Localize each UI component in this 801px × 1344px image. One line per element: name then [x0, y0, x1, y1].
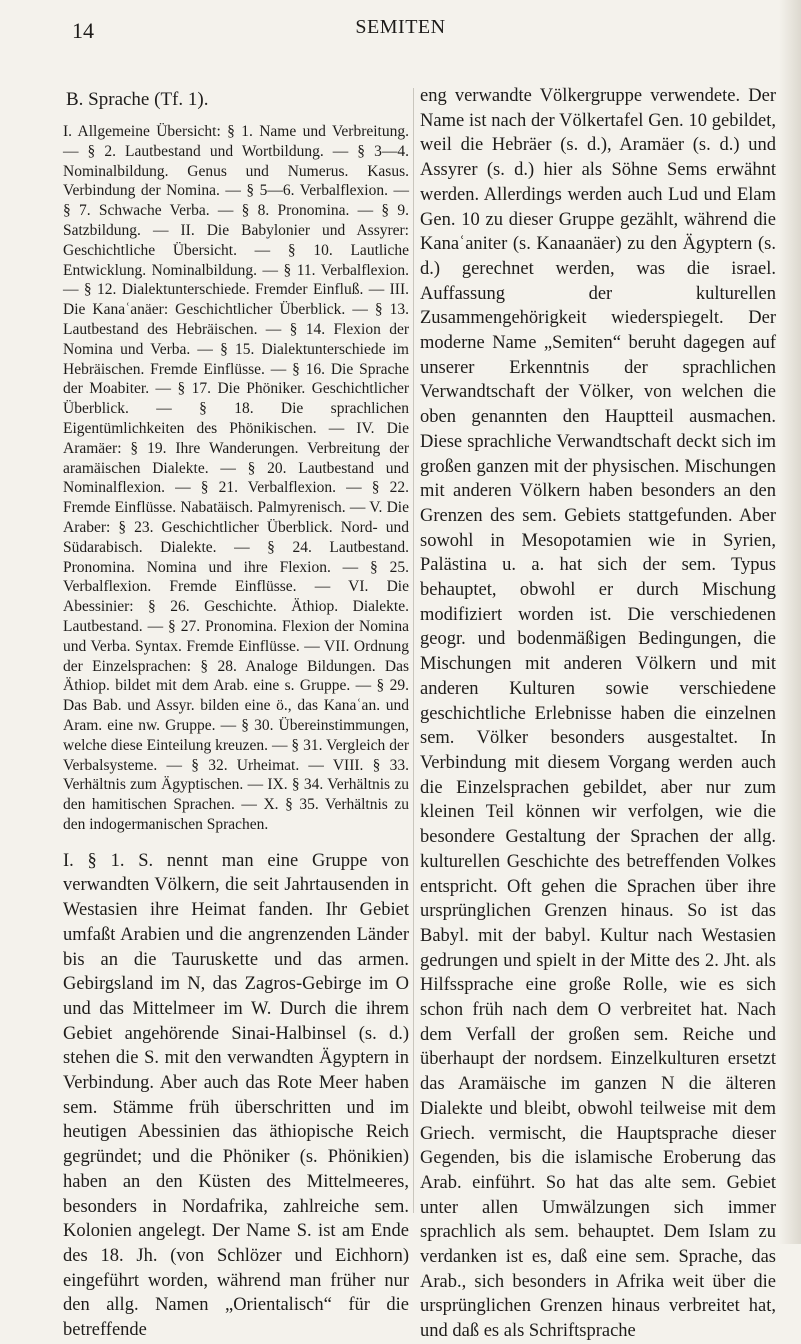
body-paragraph-right: eng verwandte Völkergruppe verwendete. Der Name ist nach der Völkertafel Gen. 10 gebildet, weil die Hebräer (s. d.), Aramäer (s. d.) und Assyrer (s. d.) hier als Söhne Sems erwähnt werden. Allerdings werden auch Lud und Elam Gen. 10 zu dieser Gruppe gezählt, während die Kanaʿaniter (s. Kanaanäer) zu den Ägyptern (s. d.) gerechnet werden, was die israel. Auffassung der kulturellen Zusammengehörigkeit wiederspiegelt. Der moderne Name „Semiten“ beruht dagegen auf unserer Erkenntnis der sprachlichen Verwandtschaft der Völker, von welchen die oben genannten den Hauptteil ausmachen. Diese sprachliche Verwandtschaft deckt sich im großen ganzen mit der physischen. Mischungen mit anderen Völkern haben besonders an den Grenzen des sem. Gebiets stattgefunden. Aber sowohl in Mesopotamien wie in Syrien, Palästina u. a. hat sich der sem. Typus behauptet, obwohl er durch Mischung modifiziert worden ist. Die verschiedenen geogr. und bodenmäßigen Bedingungen, die Mischungen mit anderen Völkern und mit anderen Kulturen sowie verschiedene geschichtliche Erlebnisse haben die einzelnen sem. Völker besonders ausgestaltet. In Verbindung mit diesem Vorgang werden auch die Einzelsprachen gebildet, aber nur zum kleinen Teil können wir verfolgen, wie die besondere Gestaltung der Sprachen der allg. kulturellen Geschichte des betreffenden Volkes entspricht. Oft gehen die Sprachen über ihre ursprünglichen Grenzen hinaus. So ist das Babyl. mit der babyl. Kultur nach Westasien gedrungen und spielt in der Mitte des 2. Jht. als Hilfssprache eine große Rolle, wie es sich schon früh nach dem O verbreitet hat. Nach dem Verfall der großen sem. Reiche und überhaupt der nordsem. Einzelkulturen ersetzt das Aramäische im ganzen N die älteren Dialekte und bleibt, obwohl teilweise mit dem Griech. vermischt, die Hauptsprache dieser Gegenden, bis die islamische Eroberung das Arab. einführt. So hat das alte sem. Gebiet unter allen Umwälzungen sich immer sprachlich als sem. behauptet. Dem Islam zu verdanken ist es, daß eine sem. Sprache, das Arab., sich besonders in Afrika weit über die ursprünglichen Grenzen hinaus verbreitet hat, und daß es als Schriftsprache: [420, 86, 776, 1342]
right-column: [420, 84, 776, 1344]
running-title: SEMITEN: [355, 16, 446, 38]
section-heading: B. Sprache (Tf. 1).: [66, 89, 209, 110]
page-number: 14: [72, 18, 94, 43]
left-column: [63, 88, 409, 1343]
page-edge-shadow: [779, 0, 801, 1244]
table-of-contents: I. Allgemeine Übersicht: § 1. Name und Verbreitung. — § 2. Lautbestand und Wortbildung. — § 3—4. Nominalbildung. Genus und Numerus. Kasus. Verbindung der Nomina. — § 5—6. Verbalflexion. — § 7. Schwache Verba. — § 8. Pronomina. — § 9. Satzbildung. — II. Die Babylonier und Assyrer: Geschichtliche Übersicht. — § 10. Lautliche Entwicklung. Nominalbildung. — § 11. Verbalflexion. — § 12. Dialektunterschiede. Fremder Einfluß. — III. Die Kanaʿanäer: Geschichtlicher Überblick. — § 13. Lautbestand des Hebräischen. — § 14. Flexion der Nomina und Verba. — § 15. Dialektunterschiede im Hebräischen. Fremde Einflüsse. — § 16. Die Sprache der Moabiter. — § 17. Die Phöniker. Geschichtlicher Überblick. — § 18. Die sprachlichen Eigentümlichkeiten des Phönikischen. — IV. Die Aramäer: § 19. Ihre Wanderungen. Verbreitung der aramäischen Dialekte. — § 20. Lautbestand und Nominalflexion. — § 21. Verbalflexion. — § 22. Fremde Einflüsse. Nabatäisch. Palmyrenisch. — V. Die Araber: § 23. Geschichtlicher Überblick. Nord- und Südarabisch. Dialekte. — § 24. Lautbestand. Pronomina. Nomina und ihre Flexion. — § 25. Verbalflexion. Fremde Einflüsse. — VI. Die Abessinier: § 26. Geschichte. Äthiop. Dialekte. Lautbestand. — § 27. Pronomina. Flexion der Nomina und Verba. Syntax. Fremde Einflüsse. — VII. Ordnung der Einzelsprachen: § 28. Analoge Bildungen. Das Äthiop. bildet mit dem Arab. eine s. Gruppe. — § 29. Das Bab. und Assyr. bilden eine ö., das Kanaʿan. und Aram. eine nw. Gruppe. — § 30. Übereinstimmungen, welche diese Einteilung kreuzen. — § 31. Vergleich der Verbalsysteme. — § 32. Urheimat. — VIII. § 33. Verhältnis zum Ägyptischen. — IX. § 34. Verhältnis zu den hamitischen Sprachen. — X. § 35. Verhältnis zu den indogermanischen Sprachen.: [63, 123, 409, 833]
column-divider: [413, 88, 414, 1213]
body-paragraph-left: I. § 1. S. nennt man eine Gruppe von verwandten Völkern, die seit Jahrtausenden in Westasien ihre Heimat fanden. Ihr Gebiet umfaßt Arabien und die angrenzenden Länder bis an die Tauruskette und das armen. Gebirgsland im N, das Zagros-Gebirge im O und das Mittelmeer im W. Durch die ihrem Gebiet angehörende Sinai-Halbinsel (s. d.) stehen die S. mit den verwandten Ägyptern in Verbindung. Aber auch das Rote Meer haben sem. Stämme früh überschritten und im heutigen Abessinien das äthiopische Reich gegründet; und die Phöniker (s. Phönikien) haben an den Küsten des Mittelmeeres, besonders in Nordafrika, zahlreiche sem. Kolonien angelegt. Der Name S. ist am Ende des 18. Jh. (von Schlözer und Eichhorn) eingeführt worden, während man früher nur den allg. Namen „Orientalisch“ für die betreffende: [63, 850, 409, 1341]
